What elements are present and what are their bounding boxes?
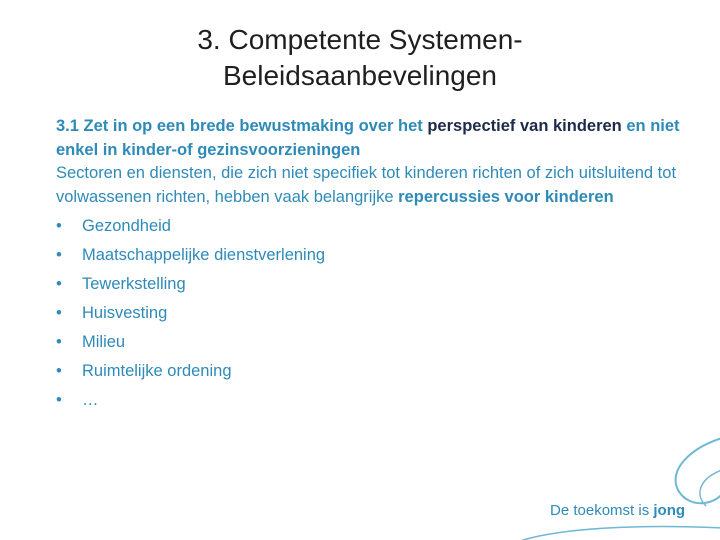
- list-item-label: Ruimtelijke ordening: [82, 362, 232, 380]
- list-item-label: Huisvesting: [82, 304, 168, 322]
- slide-title-line-1: 3. Competente Systemen-: [197, 24, 523, 55]
- bullet-icon: •: [56, 217, 62, 235]
- slide-title-line-2: Beleidsaanbevelingen: [223, 60, 497, 91]
- brand-tagline: [550, 502, 685, 519]
- bullet-icon: •: [56, 275, 62, 293]
- bullet-icon: •: [56, 246, 62, 264]
- bullet-icon: •: [56, 304, 62, 322]
- heading-part-1: 3.1 Zet in op een brede bewustmaking over het: [56, 117, 428, 135]
- heading-part-3: en niet enkel in kinder-of gezinsvoorzieningen: [56, 117, 680, 159]
- bullet-icon: •: [56, 362, 62, 380]
- list-item-label: Milieu: [82, 333, 126, 351]
- bullet-icon: •: [56, 391, 62, 409]
- brand-emphasis: jong: [653, 502, 686, 519]
- brand-part-1: De toekomst is: [550, 502, 654, 519]
- list-item-label: Tewerkstelling: [82, 275, 186, 293]
- intro-emphasis: repercussies voor kinderen: [398, 187, 614, 206]
- intro-part-1: Sectoren en diensten, die zich niet specifiek tot kinderen richten of zich uitsluitend tot volwassenen richten, hebben vaak belangrijke: [56, 164, 677, 206]
- list-item-label: Gezondheid: [82, 217, 171, 235]
- heading-emphasis: perspectief van kinderen: [427, 117, 622, 135]
- list-item-label: Maatschappelijke dienstverlening: [82, 246, 326, 264]
- list-item-label: …: [82, 391, 99, 409]
- bullet-icon: •: [56, 333, 62, 351]
